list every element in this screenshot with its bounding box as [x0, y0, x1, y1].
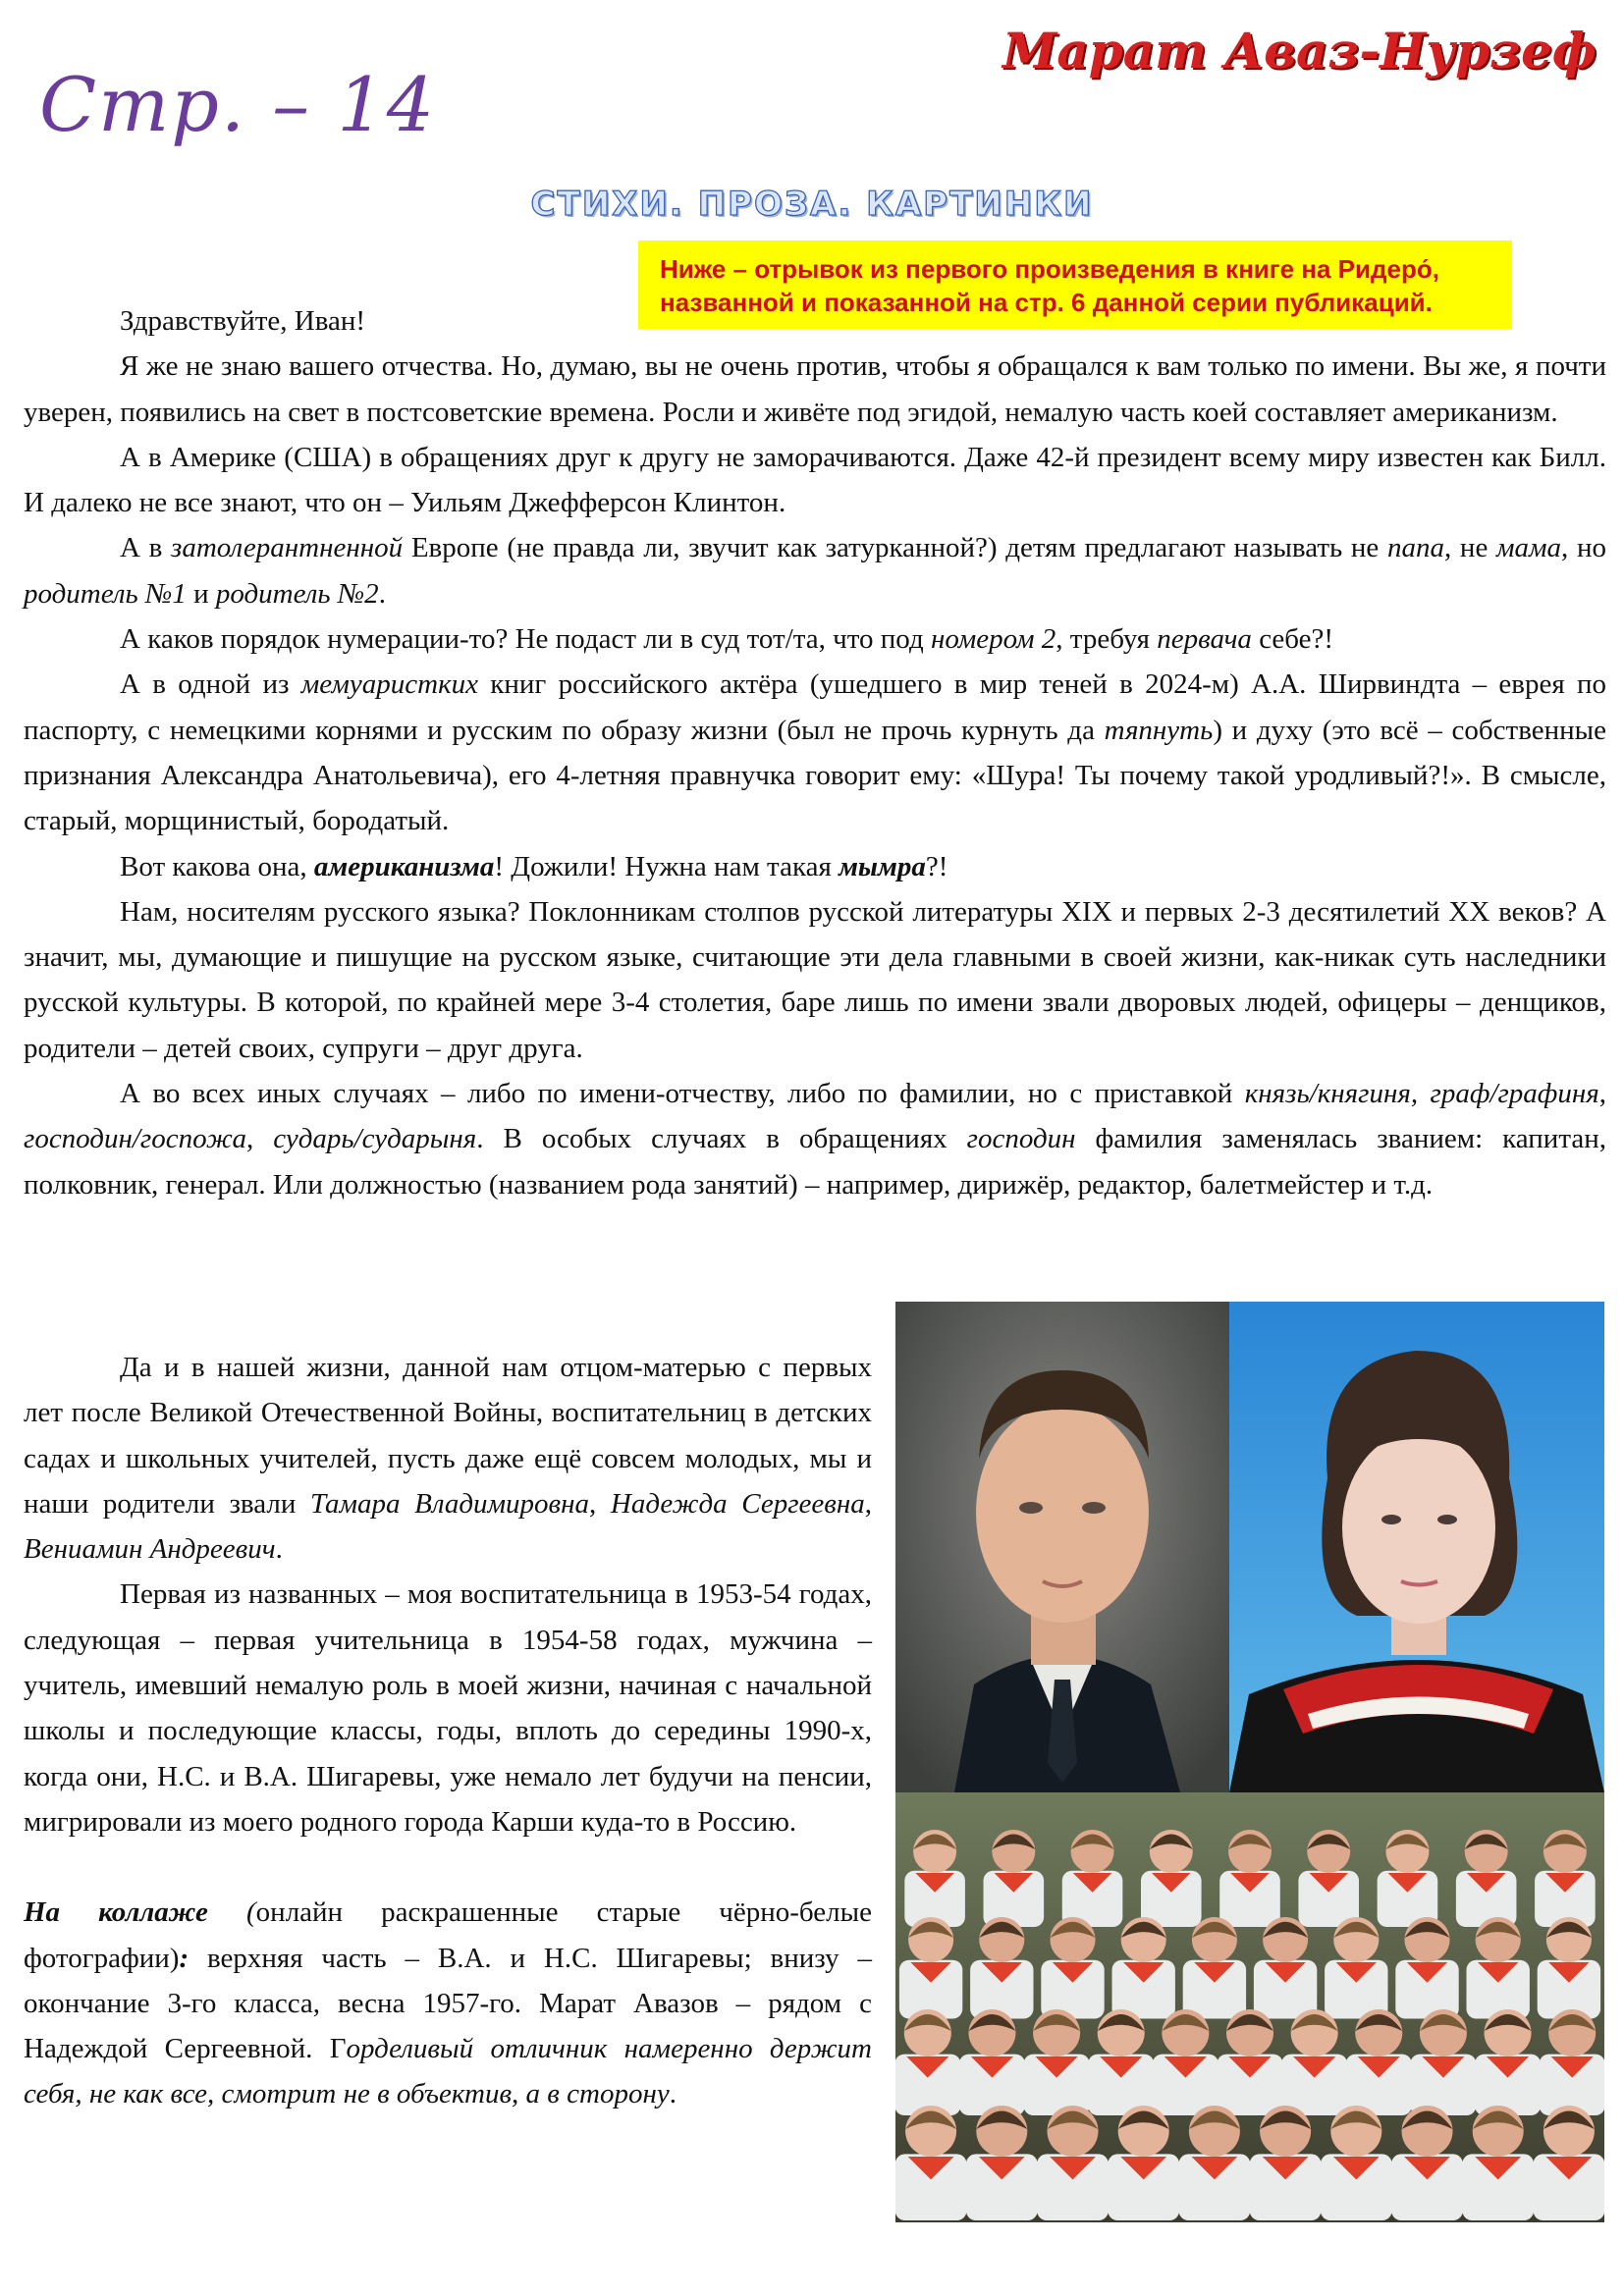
paragraph-2: А в Америке (США) в обращениях друг к другу не заморачиваются. Даже 42-й президент всему миру известен как Билл. И далеко не все знают, что он – Уильям Джефферсон Клинтон.	[24, 441, 1606, 519]
author-name: Марат Аваз-Нурзеф	[1002, 22, 1597, 80]
paragraph-6: Вот какова она, американизма! Дожили! Нужна нам такая мымра?!	[120, 850, 948, 882]
class-photo	[895, 1792, 1604, 2222]
section-title: СТИХИ. ПРОЗА. КАРТИНКИ	[530, 185, 1094, 224]
greeting: Здравствуйте, Иван!	[120, 305, 366, 337]
paragraph-3: А в затолерантненной Европе (не правда ли, звучит как затурканной?) детям предлагают называть не папа, не мама, но родитель №1 и родитель №2.	[24, 532, 1606, 610]
paragraph-4: А каков порядок нумерации-то? Не подаст ли в суд тот/та, что под номером 2, требуя первача себе?!	[120, 623, 1334, 656]
note-line-2: названной и показанной на стр. 6 данной серии публикаций.	[660, 288, 1433, 317]
man-portrait	[895, 1302, 1229, 1792]
column-text	[24, 1345, 872, 2117]
photo-collage	[895, 1302, 1604, 2222]
paragraph-8: А во всех иных случаях – либо по имени-отчеству, либо по фамилии, но с приставкой князь/княгиня, граф/графиня, господин/госпожа, сударь/сударыня. В особых случаях в обращениях господин фамилия заменялась званием: капитан, полковник, генерал. Или должностью (названием рода занятий) – например, дирижёр, редактор, балетмейстер и т.д.	[24, 1078, 1606, 1201]
collage-caption: На коллаже (онлайн раскрашенные старые чёрно-белые фотографии): верхняя часть – В.А. и Н.С. Шигаревы; внизу – окончание 3-го класса, весна 1957-го. Марат Авазов – рядом с Надеждой Сергеевной. Горделивый отличник намеренно держит себя, не как все, смотрит не в объектив, а в сторону.	[24, 1896, 873, 2110]
paragraph-5: А в одной из мемуаристких книг российского актёра (ушедшего в мир теней в 2024-м) А.А. Ширвиндта – еврея по паспорту, с немецкими корнями и русским по образу жизни (был не прочь курнуть да тяпнуть) и духу (это всё – собственные признания Александра Анатольевича), его 4-летняя правнучка говорит ему: «Шура! Ты почему такой уродливый?!». В смысле, старый, морщинистый, бородатый.	[24, 668, 1606, 837]
paragraph-10: Первая из названных – моя воспитательница в 1953-54 годах, следующая – первая учительница в 1954-58 годах, мужчина – учитель, имевший немалую роль в моей жизни, начиная с начальной школы и последующие классы, годы, вплоть до середины 1990-х, когда они, Н.С. и В.А. Шигаревы, уже немало лет будучи на пенсии, мигрировали из моего родного города Карши куда-то в Россию.	[24, 1578, 872, 1838]
paragraph-1: Я же не знаю вашего отчества. Но, думаю, вы не очень против, чтобы я обращался к вам только по имени. Вы же, я почти уверен, появились на свет в постсоветские времена. Росли и живёте под эгидой, немалую часть коей составляет американизм.	[24, 350, 1606, 428]
letter-body	[24, 298, 1606, 1207]
woman-portrait	[1229, 1302, 1604, 1792]
page-number: Стр. – 14	[39, 61, 437, 148]
paragraph-9: Да и в нашей жизни, данной нам отцом-матерью с первых лет после Великой Отечественной Войны, воспитательниц в детских садах и школьных учителей, пусть даже ещё совсем молодых, мы и наши родители звали Тамара Владимировна, Надежда Сергеевна, Вениамин Андреевич.	[24, 1352, 872, 1566]
note-line-1: Ниже – отрывок из первого произведения в книге на Ридеро́,	[660, 254, 1439, 284]
paragraph-7: Нам, носителям русского языка? Поклонникам столпов русской литературы XIX и первых 2-3 десятилетий XX веков? А значит, мы, думающие и пишущие на русском языке, считающие эти дела главными в своей жизни, как-никак суть наследники русской культуры. В которой, по крайней мере 3-4 столетия, баре лишь по имени звали дворовых людей, офицеры – денщиков, родители – детей своих, супруги – друг друга.	[24, 895, 1606, 1064]
